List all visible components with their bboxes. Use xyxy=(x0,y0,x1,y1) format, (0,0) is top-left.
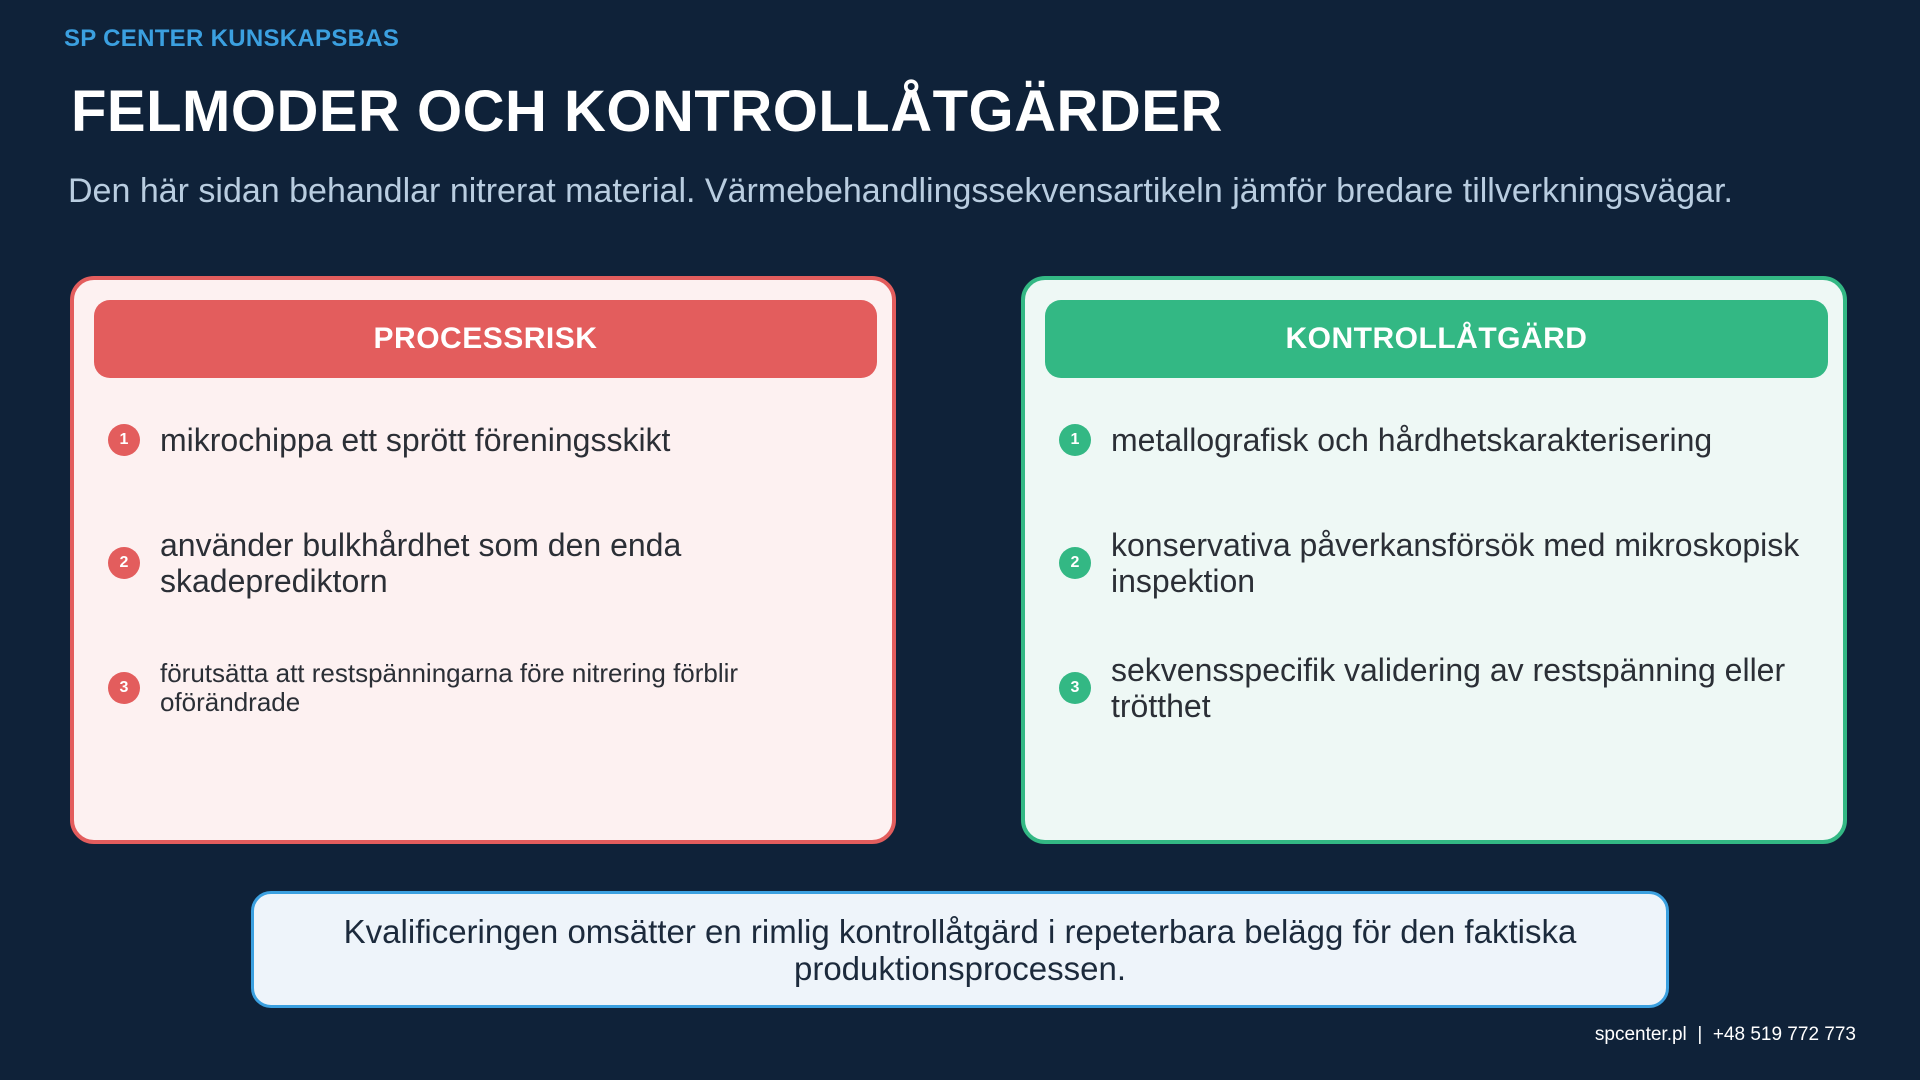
risk-item-2 xyxy=(108,525,868,601)
control-item-3 xyxy=(1059,650,1819,726)
number-badge: 1 xyxy=(108,424,140,456)
control-item-text: metallografisk och hårdhetskarakterisering xyxy=(1111,422,1713,458)
control-item-1 xyxy=(1059,420,1819,460)
risk-item-text: använder bulkhårdhet som den enda skadeprediktorn xyxy=(160,527,682,599)
number-badge: 2 xyxy=(108,547,140,579)
number-badge: 3 xyxy=(1059,672,1091,704)
control-item-2 xyxy=(1059,525,1819,601)
risk-item-3 xyxy=(108,650,868,726)
risk-item-text: förutsätta att restspänningarna före nitrering förblir oförändrade xyxy=(160,658,739,717)
number-badge: 2 xyxy=(1059,547,1091,579)
control-item-text: konservativa påverkansförsök med mikroskopisk inspektion xyxy=(1111,527,1800,599)
page-subtitle: Den här sidan behandlar nitrerat material. Värmebehandlingssekvensartikeln jämför bredare tillverkningsvägar. xyxy=(68,172,1733,210)
control-measure-header: KONTROLLÅTGÄRD xyxy=(1045,300,1828,378)
risk-item-1 xyxy=(108,420,868,460)
footer-contact: spcenter.pl | +48 519 772 773 xyxy=(1594,1024,1856,1045)
page-title: FELMODER OCH KONTROLLÅTGÄRDER xyxy=(71,79,1223,144)
process-risk-header: PROCESSRISK xyxy=(94,300,877,378)
number-badge: 1 xyxy=(1059,424,1091,456)
number-badge: 3 xyxy=(108,672,140,704)
control-item-text: sekvensspecifik validering av restspänning eller trötthet xyxy=(1111,652,1786,724)
control-measure-card xyxy=(1021,276,1847,844)
process-risk-card xyxy=(70,276,896,844)
summary-box: Kvalificeringen omsätter en rimlig kontrollåtgärd i repeterbara belägg för den faktiska produktionsprocessen. xyxy=(251,891,1669,1008)
risk-item-text: mikrochippa ett sprött föreningsskikt xyxy=(160,422,671,458)
kicker-label: SP CENTER KUNSKAPSBAS xyxy=(64,25,400,52)
